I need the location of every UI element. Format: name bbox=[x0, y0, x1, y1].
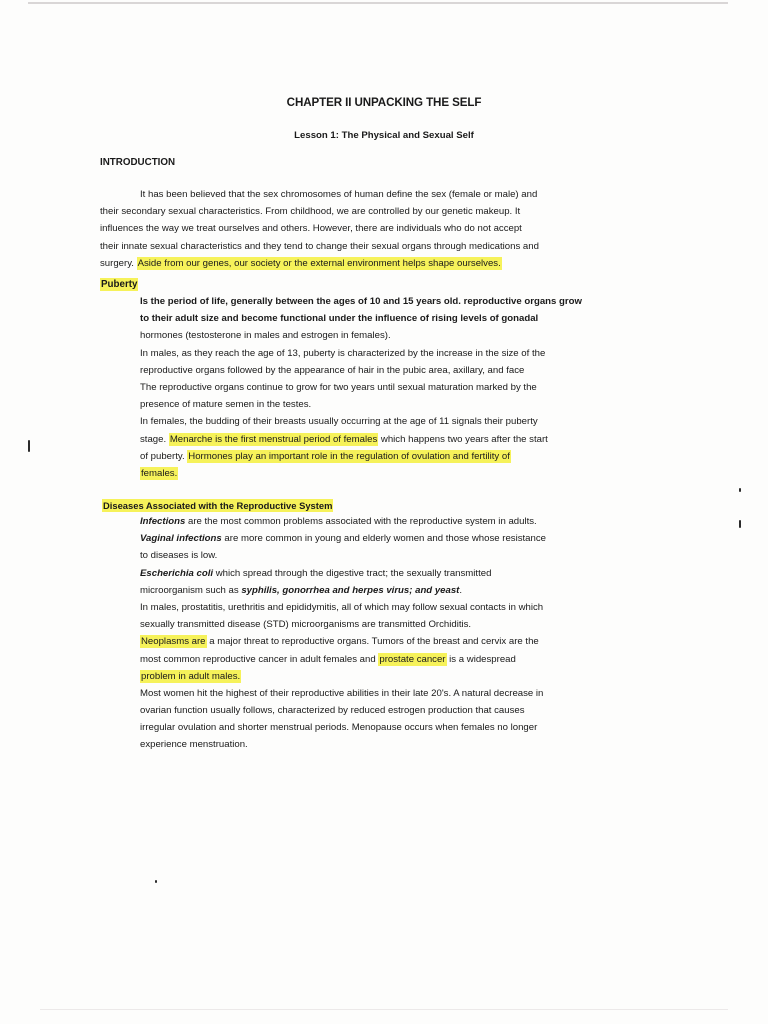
paragraph-line bbox=[140, 633, 546, 650]
paragraph-line bbox=[140, 448, 582, 465]
paragraph-line: In males, prostatitis, urethritis and epididymitis, all of which may follow sexual contacts in which bbox=[140, 601, 544, 613]
paragraph-line bbox=[140, 513, 546, 530]
emphasis-term: syphilis, gonorrhea and herpes virus; and yeast bbox=[241, 584, 460, 596]
paragraph-line bbox=[140, 530, 546, 547]
paragraph-line: influences the way we treat ourselves and others. However, there are individuals who do not accept bbox=[100, 223, 522, 235]
paragraph-line: to their adult size and become functional under the influence of rising levels of gonadal bbox=[140, 313, 539, 325]
ink-speck bbox=[155, 880, 157, 883]
paragraph-line: presence of mature semen in the testes. bbox=[140, 399, 312, 411]
paragraph-line: experience menstruation. bbox=[140, 739, 248, 751]
text-run: of puberty. bbox=[140, 450, 188, 462]
paragraph-line: In females, the budding of their breasts usually occurring at the age of 11 signals their puberty bbox=[140, 416, 538, 428]
diseases-paragraph bbox=[140, 513, 546, 754]
paragraph-line: hormones (testosterone in males and estrogen in females). bbox=[140, 330, 391, 342]
text-run: are more common in young and elderly women and those whose resistance bbox=[221, 533, 546, 545]
paragraph-line bbox=[100, 255, 539, 272]
highlighted-text: problem in adult males. bbox=[141, 670, 241, 682]
paragraph-line: reproductive organs followed by the appearance of hair in the pubic area, axillary, and face bbox=[140, 364, 525, 376]
highlighted-text: prostate cancer bbox=[379, 653, 446, 665]
introduction-paragraph bbox=[100, 186, 539, 272]
paragraph-line bbox=[140, 582, 546, 599]
paragraph-line: their secondary sexual characteristics. From childhood, we are controlled by our genetic makeup. It bbox=[100, 206, 521, 218]
paragraph-line: Most women hit the highest of their reproductive abilities in their late 20's. A natural decrease in bbox=[140, 687, 544, 699]
text-run: stage. bbox=[140, 433, 169, 445]
paragraph-line bbox=[140, 565, 546, 582]
highlighted-text: females. bbox=[141, 467, 178, 479]
text-run: a major threat to reproductive organs. Tumors of the breast and cervix are the bbox=[206, 636, 539, 648]
paragraph-line: sexually transmitted disease (STD) microorganisms are transmitted Orchiditis. bbox=[140, 619, 472, 631]
text-run: microorganism such as bbox=[140, 584, 242, 596]
paragraph-line: irregular ovulation and shorter menstrual periods. Menopause occurs when females no longer bbox=[140, 722, 538, 734]
puberty-heading bbox=[100, 276, 138, 293]
emphasis-term: Vaginal infections bbox=[140, 533, 222, 545]
highlighted-heading: Puberty bbox=[101, 279, 138, 290]
text-run: which happens two years after the start bbox=[378, 433, 548, 445]
scan-edge bbox=[28, 2, 728, 4]
scan-edge bbox=[40, 1009, 728, 1010]
margin-mark bbox=[739, 488, 741, 492]
paragraph-line: Is the period of life, generally between the ages of 10 and 15 years old. reproductive organs grow bbox=[140, 296, 582, 307]
text-run: are the most common problems associated with the reproductive system in adults. bbox=[185, 516, 537, 527]
paragraph-line: to diseases is low. bbox=[140, 550, 218, 562]
paragraph-line: The reproductive organs continue to grow for two years until sexual maturation marked by the bbox=[140, 381, 537, 393]
diseases-heading bbox=[102, 497, 333, 514]
puberty-paragraph bbox=[140, 293, 582, 482]
text-run: which spread through the digestive tract; the sexually transmitted bbox=[213, 567, 492, 579]
highlighted-text: Menarche is the first menstrual period of females bbox=[169, 433, 378, 445]
highlighted-heading: Diseases Associated with the Reproductive System bbox=[103, 500, 333, 511]
text-run: is a widespread bbox=[446, 653, 516, 665]
paragraph-line: In males, as they reach the age of 13, puberty is characterized by the increase in the size of the bbox=[140, 347, 546, 359]
emphasis-term: Escherichia coli bbox=[140, 567, 214, 579]
text-run: surgery. bbox=[100, 257, 137, 269]
paragraph-line: ovarian function usually follows, characterized by reduced estrogen production that causes bbox=[140, 705, 525, 717]
highlighted-text: Hormones play an important role in the regulation of ovulation and fertility of bbox=[188, 450, 510, 462]
paragraph-line bbox=[140, 668, 546, 685]
emphasis-term: Infections bbox=[140, 516, 186, 527]
paragraph-line: their innate sexual characteristics and they tend to change their sexual organs through medications and bbox=[100, 240, 539, 252]
lesson-title: Lesson 1: The Physical and Sexual Self bbox=[294, 130, 474, 141]
paragraph-line: It has been believed that the sex chromosomes of human define the sex (female or male) and bbox=[140, 189, 538, 200]
text-run: . bbox=[459, 584, 463, 596]
chapter-title: CHAPTER II UNPACKING THE SELF bbox=[286, 96, 482, 109]
paragraph-line bbox=[140, 465, 582, 482]
introduction-heading: INTRODUCTION bbox=[100, 157, 176, 168]
text-run: most common reproductive cancer in adult females and bbox=[140, 653, 379, 665]
highlighted-text: Aside from our genes, our society or the external environment helps shape ourselves. bbox=[137, 257, 501, 269]
highlighted-text: Neoplasms are bbox=[141, 636, 206, 648]
margin-mark bbox=[28, 440, 30, 452]
paragraph-line bbox=[140, 431, 582, 448]
margin-mark bbox=[739, 520, 741, 528]
paragraph-line bbox=[140, 651, 546, 668]
